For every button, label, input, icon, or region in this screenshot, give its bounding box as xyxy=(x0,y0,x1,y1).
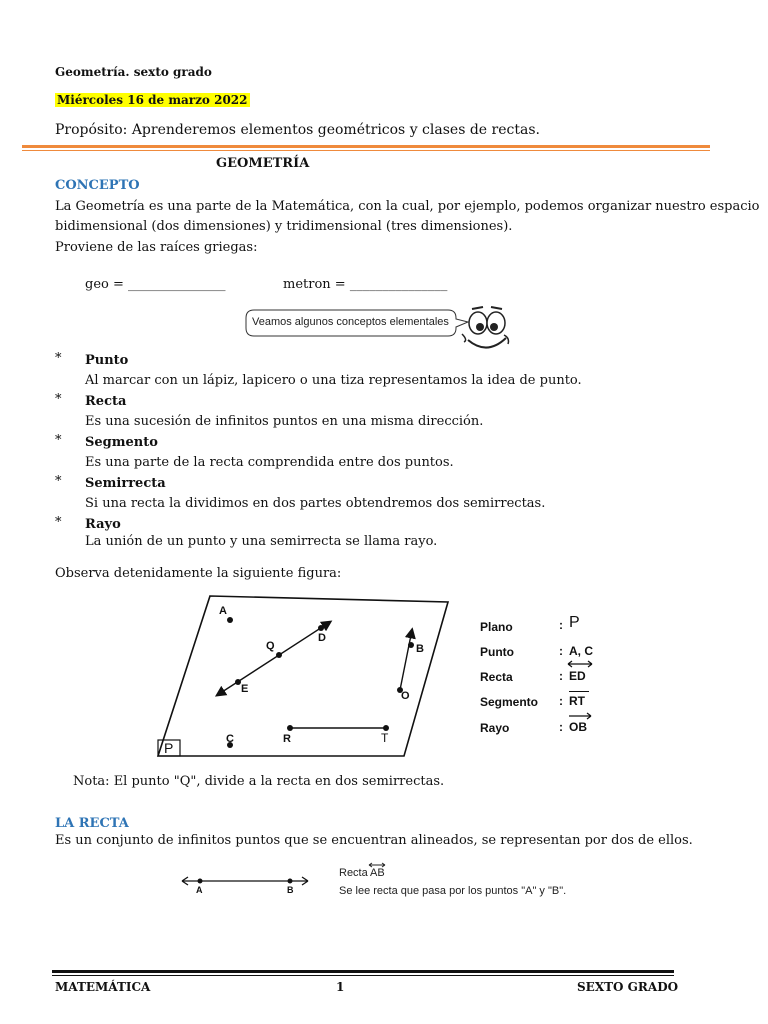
legend-value-punto: A, C xyxy=(569,644,593,658)
metron-blank: metron = _______________ xyxy=(283,277,448,292)
legend-value-segmento: RT xyxy=(569,694,585,708)
desc-recta: Es una sucesión de infinitos puntos en una misma dirección. xyxy=(85,414,484,429)
label-q: Q xyxy=(266,640,275,652)
term-rayo: Rayo xyxy=(85,517,121,532)
plane-parallelogram xyxy=(158,596,448,756)
line-point-a: A xyxy=(196,885,203,895)
caption-recta-ab: AB xyxy=(370,867,385,879)
geometry-figure xyxy=(150,590,460,770)
label-plane-p: P xyxy=(164,740,174,756)
bullet-marker: * xyxy=(55,433,62,448)
double-arrow-icon xyxy=(566,660,594,668)
label-t: T xyxy=(381,731,389,745)
point-d xyxy=(318,625,324,631)
footer-rule xyxy=(52,970,674,973)
legend-colon: : xyxy=(559,694,563,708)
point-b xyxy=(408,642,414,648)
la-recta-heading: LA RECTA xyxy=(55,816,129,831)
legend-label-recta: Recta xyxy=(480,670,513,684)
concept-line-2: bidimensional (dos dimensiones) y tridimensional (tres dimensiones). xyxy=(55,219,513,234)
overline-icon xyxy=(569,691,589,692)
legend-label-segmento: Segmento xyxy=(480,695,539,709)
geo-blank: geo = _______________ xyxy=(85,277,226,292)
label-o: O xyxy=(401,690,410,702)
term-punto: Punto xyxy=(85,353,129,368)
term-segmento: Segmento xyxy=(85,435,158,450)
desc-rayo: La unión de un punto y una semirrecta se llama rayo. xyxy=(85,534,438,549)
desc-segmento: Es una parte de la recta comprendida entre dos puntos. xyxy=(85,455,454,470)
label-c: C xyxy=(226,733,234,745)
legend-label-punto: Punto xyxy=(480,645,514,659)
legend-label-plano: Plano xyxy=(480,620,513,634)
label-b: B xyxy=(416,643,424,655)
observe-text: Observa detenidamente la siguiente figura: xyxy=(55,566,342,581)
point-a xyxy=(227,617,233,623)
bullet-marker: * xyxy=(55,474,62,489)
purpose-text: Propósito: Aprenderemos elementos geométricos y clases de rectas. xyxy=(55,122,540,138)
footer-rule-thin xyxy=(52,975,674,976)
bullet-marker: * xyxy=(55,515,62,530)
speech-bubble-text: Veamos algunos conceptos elementales xyxy=(252,316,449,328)
caption-recta-label: Recta xyxy=(339,867,368,879)
bullet-marker: * xyxy=(55,392,62,407)
desc-punto: Al marcar con un lápiz, lapicero o una tiza representamos la idea de punto. xyxy=(85,373,582,388)
footer-page-number: 1 xyxy=(336,980,345,994)
label-d: D xyxy=(318,632,326,644)
la-recta-desc: Es un conjunto de infinitos puntos que se encuentran alineados, se representan por dos de ellos. xyxy=(55,833,693,848)
legend-value-rayo: OB xyxy=(569,720,587,734)
legend-colon: : xyxy=(559,669,563,683)
speech-bubble-graphic xyxy=(240,300,520,360)
legend-label-rayo: Rayo xyxy=(480,721,510,735)
smiley-face-icon xyxy=(462,307,509,348)
concept-line-1: La Geometría es una parte de la Matemática, con la cual, por ejemplo, podemos organizar nuestro espacio xyxy=(55,199,760,214)
label-r: R xyxy=(283,733,291,745)
term-recta: Recta xyxy=(85,394,127,409)
caption-read-text: Se lee recta que pasa por los puntos "A" y "B". xyxy=(339,885,567,897)
footer-grade: SEXTO GRADO xyxy=(577,980,679,994)
point-q xyxy=(276,652,282,658)
ray-ob xyxy=(400,630,412,690)
legend-value-plano: P xyxy=(569,614,580,631)
orange-rule-top xyxy=(22,145,710,148)
legend-value-recta: ED xyxy=(569,669,586,683)
page-title: GEOMETRÍA xyxy=(216,156,310,171)
line-point-b: B xyxy=(287,885,294,895)
term-semirrecta: Semirrecta xyxy=(85,476,166,491)
note-text: Nota: El punto "Q", divide a la recta en dos semirrectas. xyxy=(73,774,445,789)
orange-rule-bottom xyxy=(22,150,710,151)
concept-heading: CONCEPTO xyxy=(55,178,140,193)
point-r xyxy=(287,725,293,731)
concept-line-3: Proviene de las raíces griegas: xyxy=(55,240,258,255)
right-arrow-icon xyxy=(567,712,593,720)
label-a: A xyxy=(219,605,227,617)
label-e: E xyxy=(241,683,249,695)
legend-colon: : xyxy=(559,720,563,734)
date-label: Miércoles 16 de marzo 2022 xyxy=(57,93,248,107)
legend-colon: : xyxy=(559,644,563,658)
bullet-marker: * xyxy=(55,351,62,366)
footer-subject: MATEMÁTICA xyxy=(55,980,151,994)
desc-semirrecta: Si una recta la dividimos en dos partes obtendremos dos semirrectas. xyxy=(85,496,546,511)
legend-colon: : xyxy=(559,618,563,632)
course-label: Geometría. sexto grado xyxy=(55,65,212,79)
